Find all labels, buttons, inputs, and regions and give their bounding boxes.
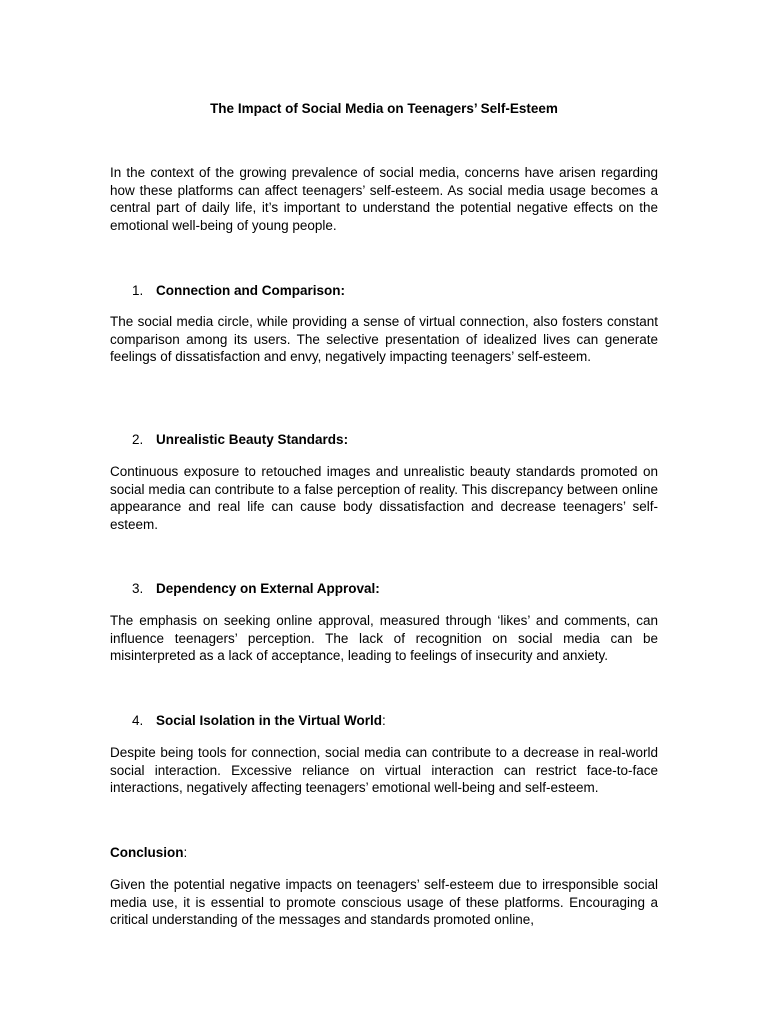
section-heading-3 [110,580,658,598]
intro-paragraph: In the context of the growing prevalence of social media, concerns have arisen regarding how these platforms can affect teenagers’ self-esteem. As social media usage becomes a central part of daily life, it’s important to understand the potential negative effects on the emotional well-being of young people. [110,165,658,233]
section-body-1: The social media circle, while providing a sense of virtual connection, also fosters constant comparison among its users. The selective presentation of idealized lives can generate feelings of dissatisfaction and envy, negatively impacting teenagers’ self-esteem. [110,314,658,365]
conclusion-body: Given the potential negative impacts on teenagers’ self-esteem due to irresponsible social media use, it is essential to promote conscious usage of these platforms. Encouraging a critical understanding of the messages and standards promoted online, [110,877,658,928]
conclusion-heading-trailing: : [183,845,188,860]
section-number: 4. [132,713,144,728]
conclusion-heading [110,844,187,862]
section-heading-4 [110,712,658,730]
section-heading-1 [110,282,658,300]
section-number: 3. [132,581,144,596]
section-heading-label: Unrealistic Beauty Standards: [156,432,349,447]
section-body-4: Despite being tools for connection, social media can contribute to a decrease in real-world social interaction. Excessive reliance on virtual interaction can restrict face-to-face interactions, negatively affecting teenagers’ emotional well-being and self-esteem. [110,745,658,796]
section-heading-label: Connection and Comparison: [156,283,345,298]
section-heading-label: Social Isolation in the Virtual World [156,713,383,728]
section-heading-2 [110,431,658,449]
document-title: The Impact of Social Media on Teenagers’ Self-Esteem [210,101,558,116]
section-heading-label: Dependency on External Approval: [156,581,380,596]
conclusion-heading-label: Conclusion [110,845,184,860]
section-body-2: Continuous exposure to retouched images and unrealistic beauty standards promoted on social media can contribute to a false perception of reality. This discrepancy between online appearance and real life can cause body dissatisfaction and decrease teenagers’ self-esteem. [110,464,658,532]
section-number: 2. [132,432,144,447]
section-body-3: The emphasis on seeking online approval, measured through ‘likes’ and comments, can influence teenagers’ perception. The lack of recognition on social media can be misinterpreted as a lack of acceptance, leading to feelings of insecurity and anxiety. [110,613,658,664]
section-heading-trailing: : [382,713,386,728]
section-number: 1. [132,283,144,298]
